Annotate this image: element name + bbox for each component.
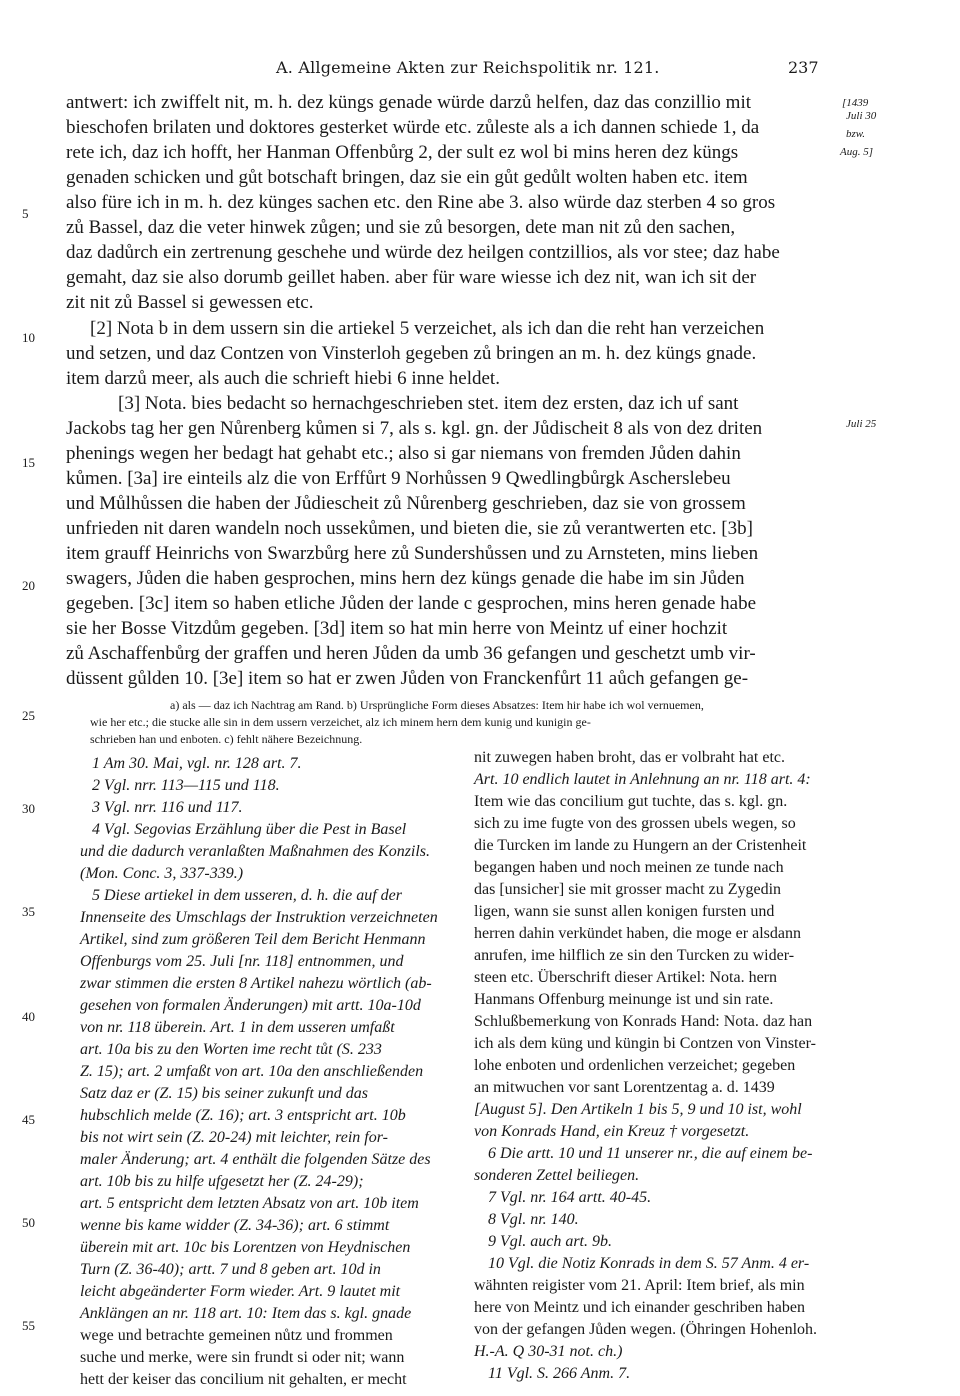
line-number: 15 — [22, 455, 35, 470]
margin-date-note: Aug. 5] — [840, 146, 873, 158]
footnote-line: Artikel, sind zum größeren Teil dem Bericht Henmann — [80, 931, 426, 948]
footnote-line: überein mit art. 10c bis Lorentzen von Heydnischen — [80, 1239, 411, 1256]
body-line: also füre ich in m. h. dez künges sachen etc. den Rine abe 3. also würde daz sterben 4 so gros — [66, 192, 776, 213]
footnote-line: 11 Vgl. S. 266 Anm. 7. — [488, 1365, 631, 1382]
line-number: 40 — [22, 1009, 35, 1024]
footnote-line: art. 10a bis zu den Worten ime recht tůt (S. 233 — [80, 1041, 382, 1058]
margin-date-note: Juli 30 — [846, 110, 877, 122]
line-number: 25 — [22, 708, 35, 723]
body-line: genaden schicken und gůt botschaft bringen, daz sie ein gůt gedůlt wolten haben etc. item — [66, 167, 748, 188]
footnote-line: und die dadurch veranlaßten Maßnahmen des Konzils. — [80, 843, 431, 860]
body-line: zů Bassel, daz die veter hinwek zůgen; und sie zů besorgen, dete man nit zů den sachen, — [66, 217, 736, 238]
footnote-line: an mitwuchen vor sant Lorentzentag a. d. 1439 — [474, 1079, 775, 1096]
body-line: unfrieden nit daren wandeln noch ussekůmen, und bieten die, sie zů verantwerten etc. [3b] — [66, 518, 753, 539]
footnote-line: sich zu ime fugte von des grossen ubels wegen, so — [474, 815, 796, 832]
body-line: rete ich, daz ich hofft, her Hanman Offenbůrg 2, der sult ez wol bi mins heren dez küngs — [66, 142, 739, 163]
body-line: swagers, Jůden die haben gesprochen, mins hern dez küngs genade die habe im sin Jůden — [66, 568, 745, 589]
line-number: 20 — [22, 578, 35, 593]
footnote-line: art. 10b bis zu hilfe ufgesetzt her (Z. 24-29); — [80, 1173, 364, 1190]
footnote-line: anrufen, ime hilflich ze sin den Turcken zu wider- — [474, 947, 795, 964]
footnote-line: gesehen von formalen Änderungen) mit artt. 10a-10d — [80, 997, 421, 1014]
footnote-line: von der gefangen Jůden wegen. (Öhringen Hohenloh. — [474, 1321, 818, 1338]
body-line: item darzů meer, als auch die schrieft hiebi 6 inne heldet. — [66, 368, 500, 389]
footnote-line: 7 Vgl. nr. 164 artt. 40-45. — [488, 1189, 652, 1206]
body-line: item grauff Heinrichs von Swarzbůrg here zů Sundershůssen und zu Arnsteten, mins lieben — [66, 543, 759, 564]
body-line: und setzen, und daz Contzen von Vinsterloh gegeben zů bringen an m. h. dez küngs gnade. — [66, 343, 757, 364]
footnote-line: Satz daz er (Z. 15) bis seiner zukunft und das — [80, 1085, 368, 1102]
footnote-line: steen etc. Überschrift dieser Artikel: Nota. hern — [474, 969, 777, 986]
footnote-line: ich als dem küng und küngin bi Contzen von Vinster- — [474, 1035, 816, 1052]
footnote-line: Anklängen an nr. 118 art. 10: Item das s. kgl. gnade — [80, 1305, 412, 1322]
footnote-line: begangen haben und noch meinen ze tunde nach — [474, 859, 784, 876]
footnote-line: lohe enboten und ordenlichen verzeichet; gegeben — [474, 1057, 796, 1074]
line-number: 35 — [22, 904, 35, 919]
body-line: kůmen. [3a] ire einteils alz die von Erffůrt 9 Norhůssen 9 Qwedlingbůrgk Ascherslebeu — [66, 468, 731, 489]
footnote-line: wege und betrachte gemeinen nůtz und frommen — [80, 1327, 393, 1344]
footnote-line: 2 Vgl. nrr. 113—115 und 118. — [92, 777, 280, 794]
footnote-line: 6 Die artt. 10 und 11 unserer nr., die auf einem be- — [488, 1145, 813, 1162]
margin-date-note: bzw. — [846, 128, 866, 140]
footnote-line: 8 Vgl. nr. 140. — [488, 1211, 579, 1228]
line-number: 50 — [22, 1215, 35, 1230]
footnote-line: bis not wirt sein (Z. 20-24) mit leichter, rein for- — [80, 1129, 388, 1146]
footnote-line: 10 Vgl. die Notiz Konrads in dem S. 57 Anm. 4 er- — [488, 1255, 810, 1272]
line-number: 55 — [22, 1318, 35, 1333]
line-number: 30 — [22, 801, 35, 816]
footnote-line: [August 5]. Den Artikeln 1 bis 5, 9 und 10 ist, wohl — [474, 1101, 802, 1118]
body-line: gegeben. [3c] item so haben etliche Jůden der lande c gesprochen, mins heren genade habe — [66, 593, 757, 614]
line-number: 10 — [22, 330, 35, 345]
footnote-line: hubschlich melde (Z. 16); art. 3 entspricht art. 10b — [80, 1107, 406, 1124]
footnote-line: maler Änderung; art. 4 enthält die folgenden Sätze des — [80, 1151, 431, 1168]
body-line: Jackobs tag her gen Nůrenberg kůmen si 7, als s. kgl. gn. der Jůdischeit 8 als von dez driten — [66, 418, 763, 439]
body-line: sie her Bosse Vitzdům gegeben. [3d] item so hat min herre von Meintz uf einer hochzit — [66, 618, 728, 639]
page-number: 237 — [788, 58, 819, 77]
footnote-line: nit zuwegen haben broht, das er volbraht hat etc. — [474, 749, 785, 766]
body-line: daz dadůrch ein zertrenung geschehe und würde dez heilgen contzillios, als vor stee; daz habe — [66, 242, 780, 263]
apparatus-line: wie her etc.; die stucke alle sin in dem ussern verzeichet, alz ich minem hern dem kunig und kunigin ge- — [90, 715, 591, 729]
footnote-line: von Konrads Hand, ein Kreuz † vorgesetzt. — [474, 1123, 750, 1140]
body-line: [2] Nota b in dem ussern sin die artiekel 5 verzeichet, als ich dan die reht han verzeichen — [90, 318, 765, 339]
footnote-line: 4 Vgl. Segovias Erzählung über die Pest in Basel — [92, 821, 407, 838]
apparatus-line: schrieben han und enboten. c) fehlt nähere Bezeichnung. — [90, 732, 363, 746]
body-line: antwert: ich zwiffelt nit, m. h. dez küngs genade würde darzů helfen, daz das conzillio mit — [66, 92, 752, 113]
body-line: [3] Nota. bies bedacht so hernachgeschrieben stet. item dez ersten, daz ich uf sant — [118, 393, 739, 414]
body-line: zů Aschaffenbůrg der graffen und heren Jůden da umb 36 gefangen und geschetzt umb vir- — [66, 643, 756, 664]
footnote-line: Turn (Z. 36-40); artt. 7 und 8 geben art. 10d in — [80, 1261, 381, 1278]
body-line: und Můlhůssen die haben der Jůdiescheit zů Nůrenberg geschrieben, daz sie von grossem — [66, 493, 746, 514]
footnote-line: das [unsicher] sie mit grosser macht zu Zygedin — [474, 881, 782, 898]
footnote-line: von nr. 118 überein. Art. 1 in dem usseren umfaßt — [80, 1019, 395, 1036]
line-number: 5 — [22, 206, 29, 221]
footnote-line: sonderen Zettel beiliegen. — [474, 1167, 640, 1184]
footnote-line: Schlußbemerkung von Konrads Hand: Nota. daz han — [474, 1013, 813, 1030]
footnote-line: Hanmans Offenburg meinunge ist und sin rate. — [474, 991, 774, 1008]
footnote-line: Innenseite des Umschlags der Instruktion verzeichneten — [80, 909, 438, 926]
footnote-line: H.-A. Q 30-31 not. ch.) — [474, 1343, 623, 1360]
running-title: A. Allgemeine Akten zur Reichspolitik nr. 121. — [276, 58, 660, 77]
footnote-line: Art. 10 endlich lautet in Anlehnung an nr. 118 art. 4: — [474, 771, 811, 788]
footnote-line: wähnten reigister vom 21. April: Item brief, als min — [474, 1277, 805, 1294]
footnote-line: herren dahin verkündet haben, die moge er alsdann — [474, 925, 801, 942]
footnote-line: zwar stimmen die ersten 8 Artikel nahezu wörtlich (ab- — [80, 975, 432, 992]
line-number: 45 — [22, 1112, 35, 1127]
footnote-line: hett der keiser das concilium nit gehalten, er mecht — [80, 1371, 407, 1388]
footnote-line: art. 5 entspricht dem letzten Absatz von art. 10b item — [80, 1195, 419, 1212]
running-header — [0, 58, 960, 82]
footnote-line: die Turcken im lande zu Hungern an der Cristenheit — [474, 837, 807, 854]
footnote-line: Z. 15); art. 2 umfaßt von art. 10a den anschließenden — [80, 1063, 424, 1080]
body-line: zit nit zů Bassel si gewessen etc. — [66, 292, 314, 313]
footnote-line: ligen, wann sie sunst allen konigen fursten und — [474, 903, 775, 920]
footnote-line: wenne bis kame widder (Z. 34-36); art. 6 stimmt — [80, 1217, 390, 1234]
footnote-line: 3 Vgl. nrr. 116 und 117. — [92, 799, 243, 816]
footnote-line: here von Meintz und ich einander geschriben haben — [474, 1299, 805, 1316]
footnote-line: 1 Am 30. Mai, vgl. nr. 128 art. 7. — [92, 755, 302, 772]
footnote-line: 5 Diese artiekel in dem usseren, d. h. die auf der — [92, 887, 403, 904]
footnote-line: Item wie das concilium gut tuchte, das s. kgl. gn. — [474, 793, 788, 810]
footnote-line: (Mon. Conc. 3, 337-339.) — [80, 865, 244, 882]
footnote-line: leicht abgeänderter Form wieder. Art. 9 lautet mit — [80, 1283, 401, 1300]
body-line: düssent gůlden 10. [3e] item so hat er zwen Jůden von Franckenfůrt 11 aůch gefangen ge- — [66, 668, 749, 689]
body-line: gemaht, daz sie also dorumb geillet haben. aber für ware wiesse ich dez nit, wan ich sit der — [66, 267, 757, 288]
footnote-line: Offenburgs vom 25. Juli [nr. 118] entnommen, und — [80, 953, 404, 970]
footnote-line: 9 Vgl. auch art. 9b. — [488, 1233, 612, 1250]
apparatus-line: a) als — daz ich Nachtrag am Rand. b) Ursprüngliche Form dieses Absatzes: Item hir habe ich wol vernuemen, — [170, 698, 704, 712]
body-line: phenings wegen her bedagt hat gehabt etc.; also si gar niemans von fremden Jůden dahin — [66, 443, 741, 464]
margin-date-note: Juli 25 — [846, 418, 877, 430]
body-line: bieschofen brilaten und doktores gesterket würde etc. zůleste als a ich dannen schiede 1, da — [66, 117, 760, 138]
footnote-line: suche und merke, were sin frundt si oder nit; wann — [80, 1349, 405, 1366]
margin-date-note: [1439 — [842, 97, 869, 109]
